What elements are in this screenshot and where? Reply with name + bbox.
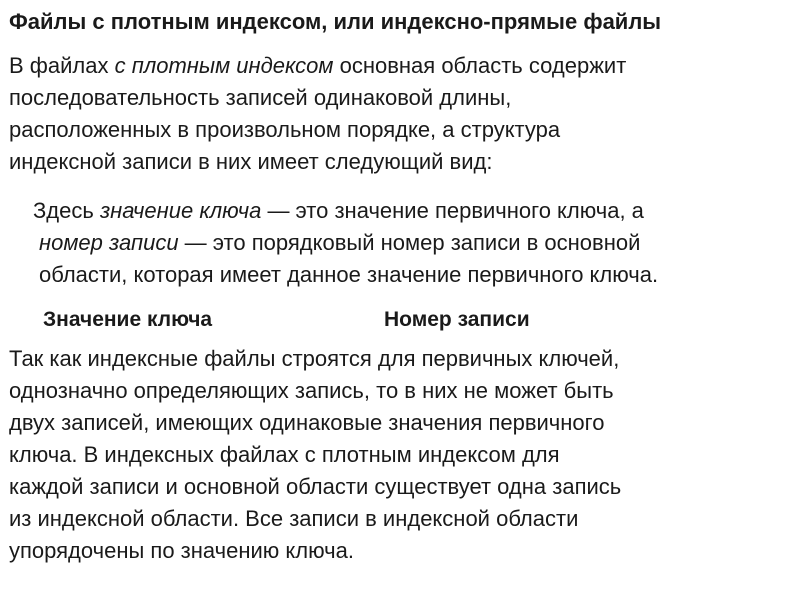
paragraph-line: [33, 195, 658, 227]
italic-term: с плотным индексом: [114, 53, 334, 78]
paragraph-line: [39, 227, 658, 259]
paragraph-line: двух записей, имеющих одинаковые значения первичного: [9, 410, 605, 435]
text-run: Здесь: [33, 198, 100, 223]
paragraph-line: упорядочены по значению ключа.: [9, 538, 354, 563]
italic-term: значение ключа: [99, 198, 262, 223]
paragraph-key-definition: [9, 195, 658, 291]
text-run: основная область содержит: [333, 53, 627, 78]
paragraph-line: области, которая имеет данное значение первичного ключа.: [39, 262, 659, 287]
slide-title: Файлы с плотным индексом, или индексно-прямые файлы: [9, 9, 662, 34]
paragraph-line: расположенных в произвольном порядке, а структура: [9, 117, 561, 142]
paragraph-line: однозначно определяющих запись, то в них не может быть: [9, 378, 614, 403]
text-run: — это значение первичного ключа, а: [261, 198, 644, 223]
column-header-key-value: Значение ключа: [43, 308, 213, 331]
paragraph-line: последовательность записей одинаковой длины,: [9, 85, 512, 110]
paragraph-line: [9, 50, 627, 82]
text-run: В файлах: [9, 53, 115, 78]
paragraph-line: каждой записи и основной области существует одна запись: [9, 474, 622, 499]
paragraph-line: Так как индексные файлы строятся для первичных ключей,: [9, 346, 620, 371]
paragraph-line: индексной записи в них имеет следующий вид:: [9, 149, 493, 174]
paragraph-line: из индексной области. Все записи в индексной области: [9, 506, 579, 531]
italic-term: номер записи: [39, 230, 179, 255]
column-header-record-number: Номер записи: [384, 308, 530, 331]
text-run: — это порядковый номер записи в основной: [178, 230, 641, 255]
paragraph-dense-index-intro: [9, 50, 626, 178]
paragraph-index-files-explanation: [9, 343, 621, 567]
paragraph-line: ключа. В индексных файлах с плотным индексом для: [9, 442, 560, 467]
